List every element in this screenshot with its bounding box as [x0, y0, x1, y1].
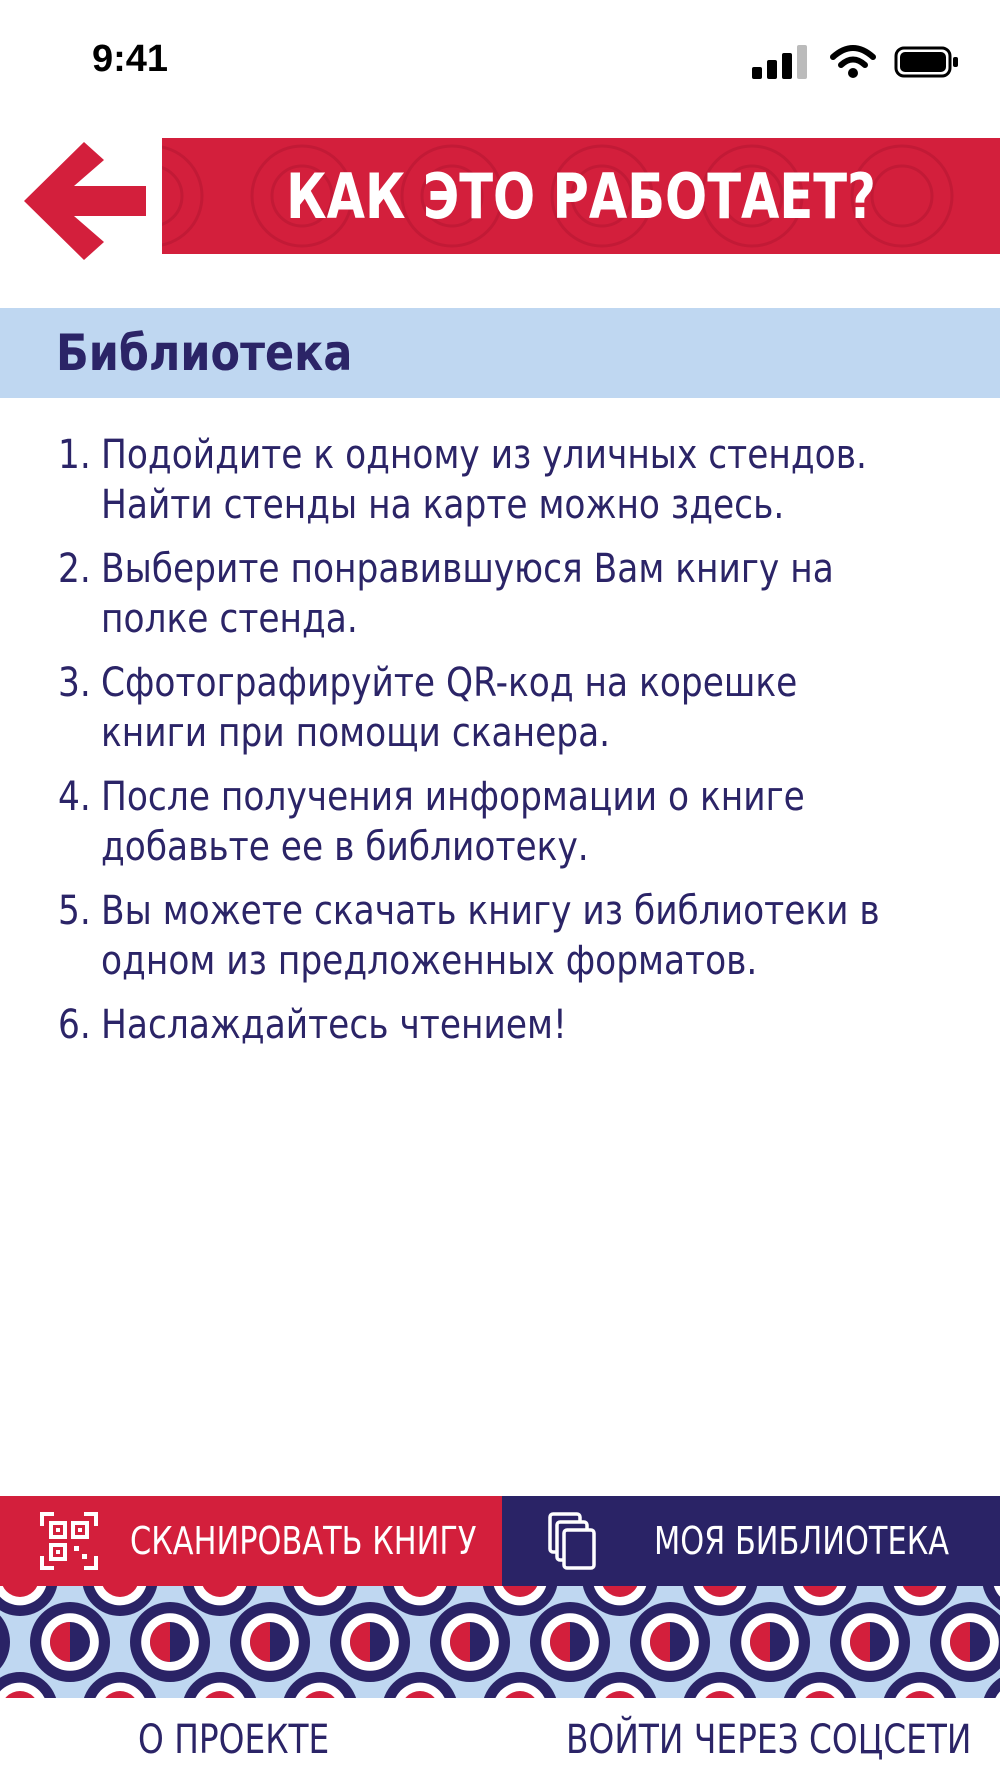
scan-book-label: СКАНИРОВАТЬ КНИГУ — [130, 1519, 477, 1563]
step-number: 3. — [58, 660, 91, 706]
list-item — [58, 772, 995, 872]
step-text-continued[interactable]: Найти стенды на карте можно здесь. — [101, 482, 785, 528]
wifi-icon — [830, 45, 876, 79]
step-text: Вы можете скачать книгу из библиотеки в — [101, 888, 880, 934]
list-item — [58, 430, 995, 530]
status-icons — [752, 44, 960, 80]
step-number: 5. — [58, 888, 91, 934]
my-library-label: МОЯ БИБЛИОТЕКА — [654, 1519, 950, 1563]
step-text: После получения информации о книге — [101, 774, 805, 820]
list-item — [58, 544, 995, 644]
list-item — [58, 1000, 995, 1050]
back-arrow-icon[interactable] — [20, 138, 148, 264]
stacked-pages-icon — [548, 1512, 598, 1572]
page-title: КАК ЭТО РАБОТАЕТ? — [286, 159, 876, 233]
scan-book-button[interactable] — [0, 1496, 502, 1586]
qr-scan-icon — [40, 1512, 98, 1570]
battery-icon — [894, 45, 960, 79]
status-time: 9:41 — [92, 38, 169, 80]
step-text-continued: книги при помощи сканера. — [101, 710, 611, 756]
instructions-list — [58, 430, 958, 1064]
decorative-pattern — [0, 1586, 1000, 1698]
list-item — [58, 658, 995, 758]
step-text: Подойдите к одному из уличных стендов. — [101, 432, 867, 478]
step-text-continued: полке стенда. — [101, 596, 358, 642]
step-number: 2. — [58, 546, 91, 592]
bottom-tab-bar — [0, 1496, 1000, 1586]
cellular-signal-icon — [752, 45, 812, 79]
status-bar — [0, 0, 1000, 120]
step-text: Выберите понравившуюся Вам книгу на — [101, 546, 834, 592]
step-number: 4. — [58, 774, 91, 820]
header-banner — [162, 138, 1000, 254]
step-text-continued: добавьте ее в библиотеку. — [101, 824, 589, 870]
about-project-link[interactable]: О ПРОЕКТЕ — [138, 1717, 330, 1763]
footer — [0, 1698, 1000, 1778]
my-library-button[interactable] — [502, 1496, 1000, 1586]
list-item — [58, 886, 995, 986]
step-number: 1. — [58, 432, 91, 478]
section-header — [0, 308, 1000, 398]
step-number: 6. — [58, 1002, 91, 1048]
social-login-link[interactable]: ВОЙТИ ЧЕРЕЗ СОЦСЕТИ — [566, 1717, 972, 1763]
step-text-continued: одном из предложенных форматов. — [101, 938, 758, 984]
circle-pattern-graphic — [0, 1586, 1000, 1698]
step-text: Наслаждайтесь чтением! — [101, 1002, 567, 1048]
section-title: Библиотека — [56, 324, 353, 382]
step-text: Сфотографируйте QR-код на корешке — [101, 660, 798, 706]
